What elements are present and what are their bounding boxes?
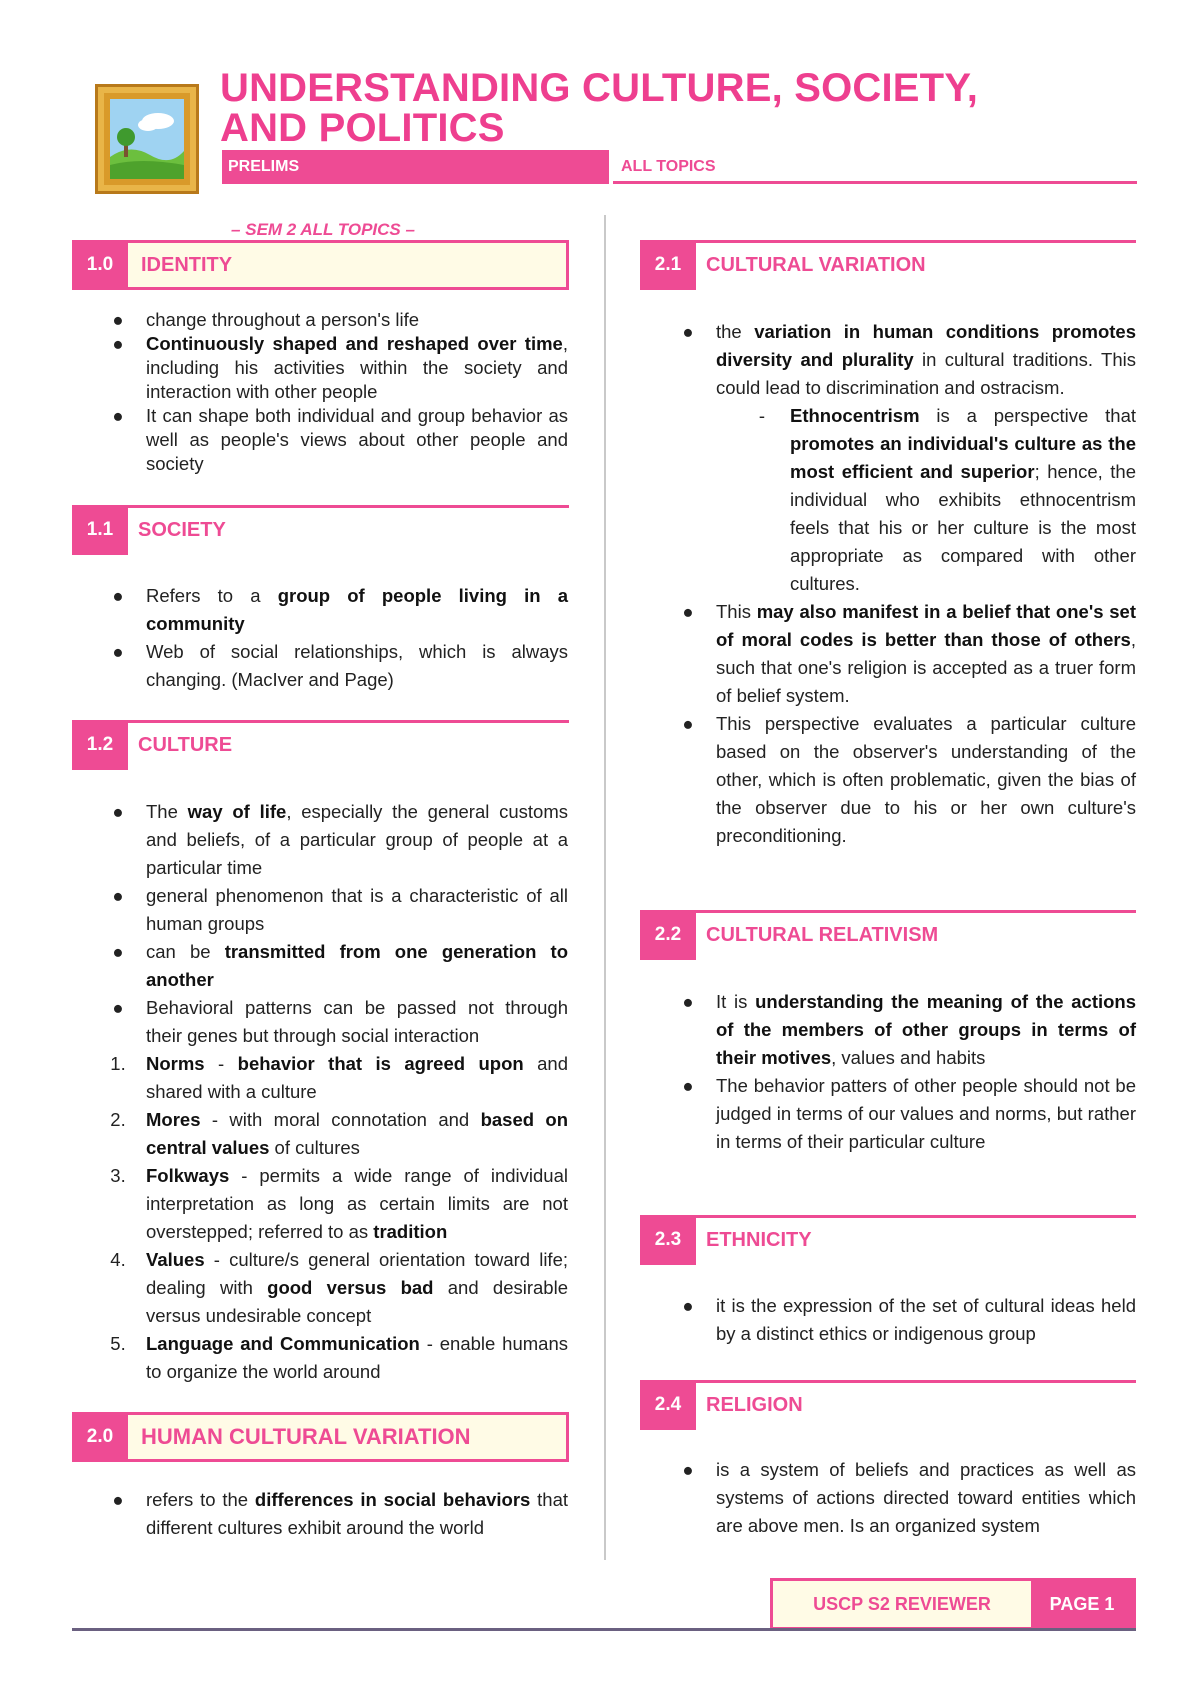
section-title: HUMAN CULTURAL VARIATION: [141, 1424, 471, 1449]
section-header-culture: [72, 720, 569, 770]
section-title: ETHNICITY: [706, 1229, 812, 1251]
section-number: 2.4: [640, 1380, 696, 1430]
section-header-religion: [640, 1380, 1136, 1430]
list-item: ● It is understanding the meaning of the actions of the members of other groups in terms of their motives, values and habits: [682, 991, 1137, 1068]
section-title: CULTURAL VARIATION: [706, 254, 926, 276]
list-item: ● The way of life, especially the general customs and beliefs, of a particular group of people at a particular time: [112, 801, 568, 878]
section-number: 1.2: [72, 720, 128, 770]
section-number: 1.1: [72, 505, 128, 555]
section-title: RELIGION: [706, 1394, 803, 1416]
footer-reviewer-label: USCP S2 REVIEWER: [813, 1594, 991, 1614]
numbered-item: 4. Values - culture/s general orientation toward life; dealing with good versus bad and desirable versus undesirable concept: [110, 1249, 568, 1326]
numbered-item: 1. Norms - behavior that is agreed upon and shared with a culture: [110, 1053, 568, 1102]
religion-bullets: [682, 1456, 1136, 1540]
section-title: CULTURAL RELATIVISM: [706, 924, 939, 946]
cultural-relativism-bullets: [682, 988, 1137, 1156]
footer-rule: [72, 1628, 1136, 1631]
section-header-cultural-variation: [640, 240, 1136, 290]
prelims-bar: PRELIMS: [222, 150, 609, 184]
society-bullets: [112, 582, 568, 694]
title-line-2: AND POLITICS: [220, 106, 505, 150]
ethnicity-bullets: [682, 1292, 1136, 1348]
list-item: ● is a system of beliefs and practices as well as systems of actions directed toward entities which are above men. Is an organized system: [682, 1459, 1136, 1536]
numbered-item: 3. Folkways - permits a wide range of individual interpretation as long as certain limits are not overstepped; referred to as tradition: [110, 1165, 568, 1242]
document-title: [220, 68, 1120, 148]
column-divider: [604, 215, 606, 1560]
list-item: ● Continuously shaped and reshaped over time, including his activities within the society and interaction with other people: [112, 333, 568, 402]
list-item: ● it is the expression of the set of cultural ideas held by a distinct ethics or indigenous group: [682, 1295, 1136, 1344]
sub-item: - Ethnocentrism is a perspective that promotes an individual's culture as the most efficient and superior; hence, the individual who exhibits ethnocentrism feels that his or her culture is the most appropriate as compared with other cultures.: [758, 405, 1136, 594]
section-number: 2.3: [640, 1215, 696, 1265]
identity-bullets: [112, 308, 568, 476]
culture-bullets: [110, 798, 569, 1386]
sem-label: – SEM 2 ALL TOPICS –: [231, 220, 415, 239]
list-item: ● the variation in human conditions promotes diversity and plurality in cultural traditions. This could lead to discrimination and ostracism. - Ethnocentrism is a perspective that promotes an individual's culture as the most efficient and superior; hence, the individual who exhibits ethnocentrism feels that his or her culture is the most appropriate as compared with other cultures.: [716, 318, 1136, 598]
framed-picture-icon: [95, 84, 199, 194]
numbered-item: 5. Language and Communication - enable humans to organize the world around: [110, 1333, 568, 1382]
human-cultural-variation-bullets: [112, 1486, 568, 1542]
section-title: IDENTITY: [141, 254, 233, 276]
list-item: ● Refers to a group of people living in a community: [112, 585, 568, 634]
section-title: SOCIETY: [138, 519, 226, 541]
section-number: 1.0: [72, 240, 128, 290]
section-number: 2.1: [640, 240, 696, 290]
section-header-cultural-relativism: [640, 910, 1136, 960]
list-item: ● This perspective evaluates a particular culture based on the observer's understanding of the other, which is often problematic, given the bias of the observer due to his or her own culture's preconditioning.: [682, 713, 1136, 846]
list-item: ● can be transmitted from one generation to another: [112, 941, 569, 990]
section-number: 2.2: [640, 910, 696, 960]
footer-badge: [770, 1578, 1136, 1630]
list-item: ● It can shape both individual and group behavior as well as people's views about other people and society: [112, 405, 568, 474]
all-topics-bar: ALL TOPICS: [613, 150, 1137, 184]
list-item: ● general phenomenon that is a characteristic of all human groups: [112, 885, 568, 934]
list-item: ● refers to the differences in social behaviors that different cultures exhibit around the world: [112, 1489, 568, 1538]
list-item: ● change throughout a person's life: [112, 309, 420, 330]
section-number: 2.0: [72, 1412, 128, 1462]
numbered-item: 2. Mores - with moral connotation and based on central values of cultures: [110, 1109, 568, 1158]
list-item: ● The behavior patters of other people should not be judged in terms of our values and norms, but rather in terms of their particular culture: [682, 1075, 1136, 1152]
cultural-variation-bullets: [682, 318, 1137, 850]
section-header-ethnicity: [640, 1215, 1136, 1265]
page-number: PAGE 1: [1031, 1581, 1133, 1627]
section-header-identity: [72, 240, 569, 290]
title-line-1: UNDERSTANDING CULTURE, SOCIETY,: [220, 66, 979, 110]
section-header-human-cultural-variation: [72, 1412, 569, 1462]
list-item: ● Behavioral patterns can be passed not through their genes but through social interaction: [112, 997, 568, 1046]
list-item: ● This may also manifest in a belief that one's set of moral codes is better than those of others, such that one's religion is accepted as a truer form of belief system.: [682, 601, 1136, 706]
section-title: CULTURE: [138, 734, 233, 756]
section-header-society: [72, 505, 569, 555]
list-item: ● Web of social relationships, which is always changing. (MacIver and Page): [112, 641, 568, 690]
